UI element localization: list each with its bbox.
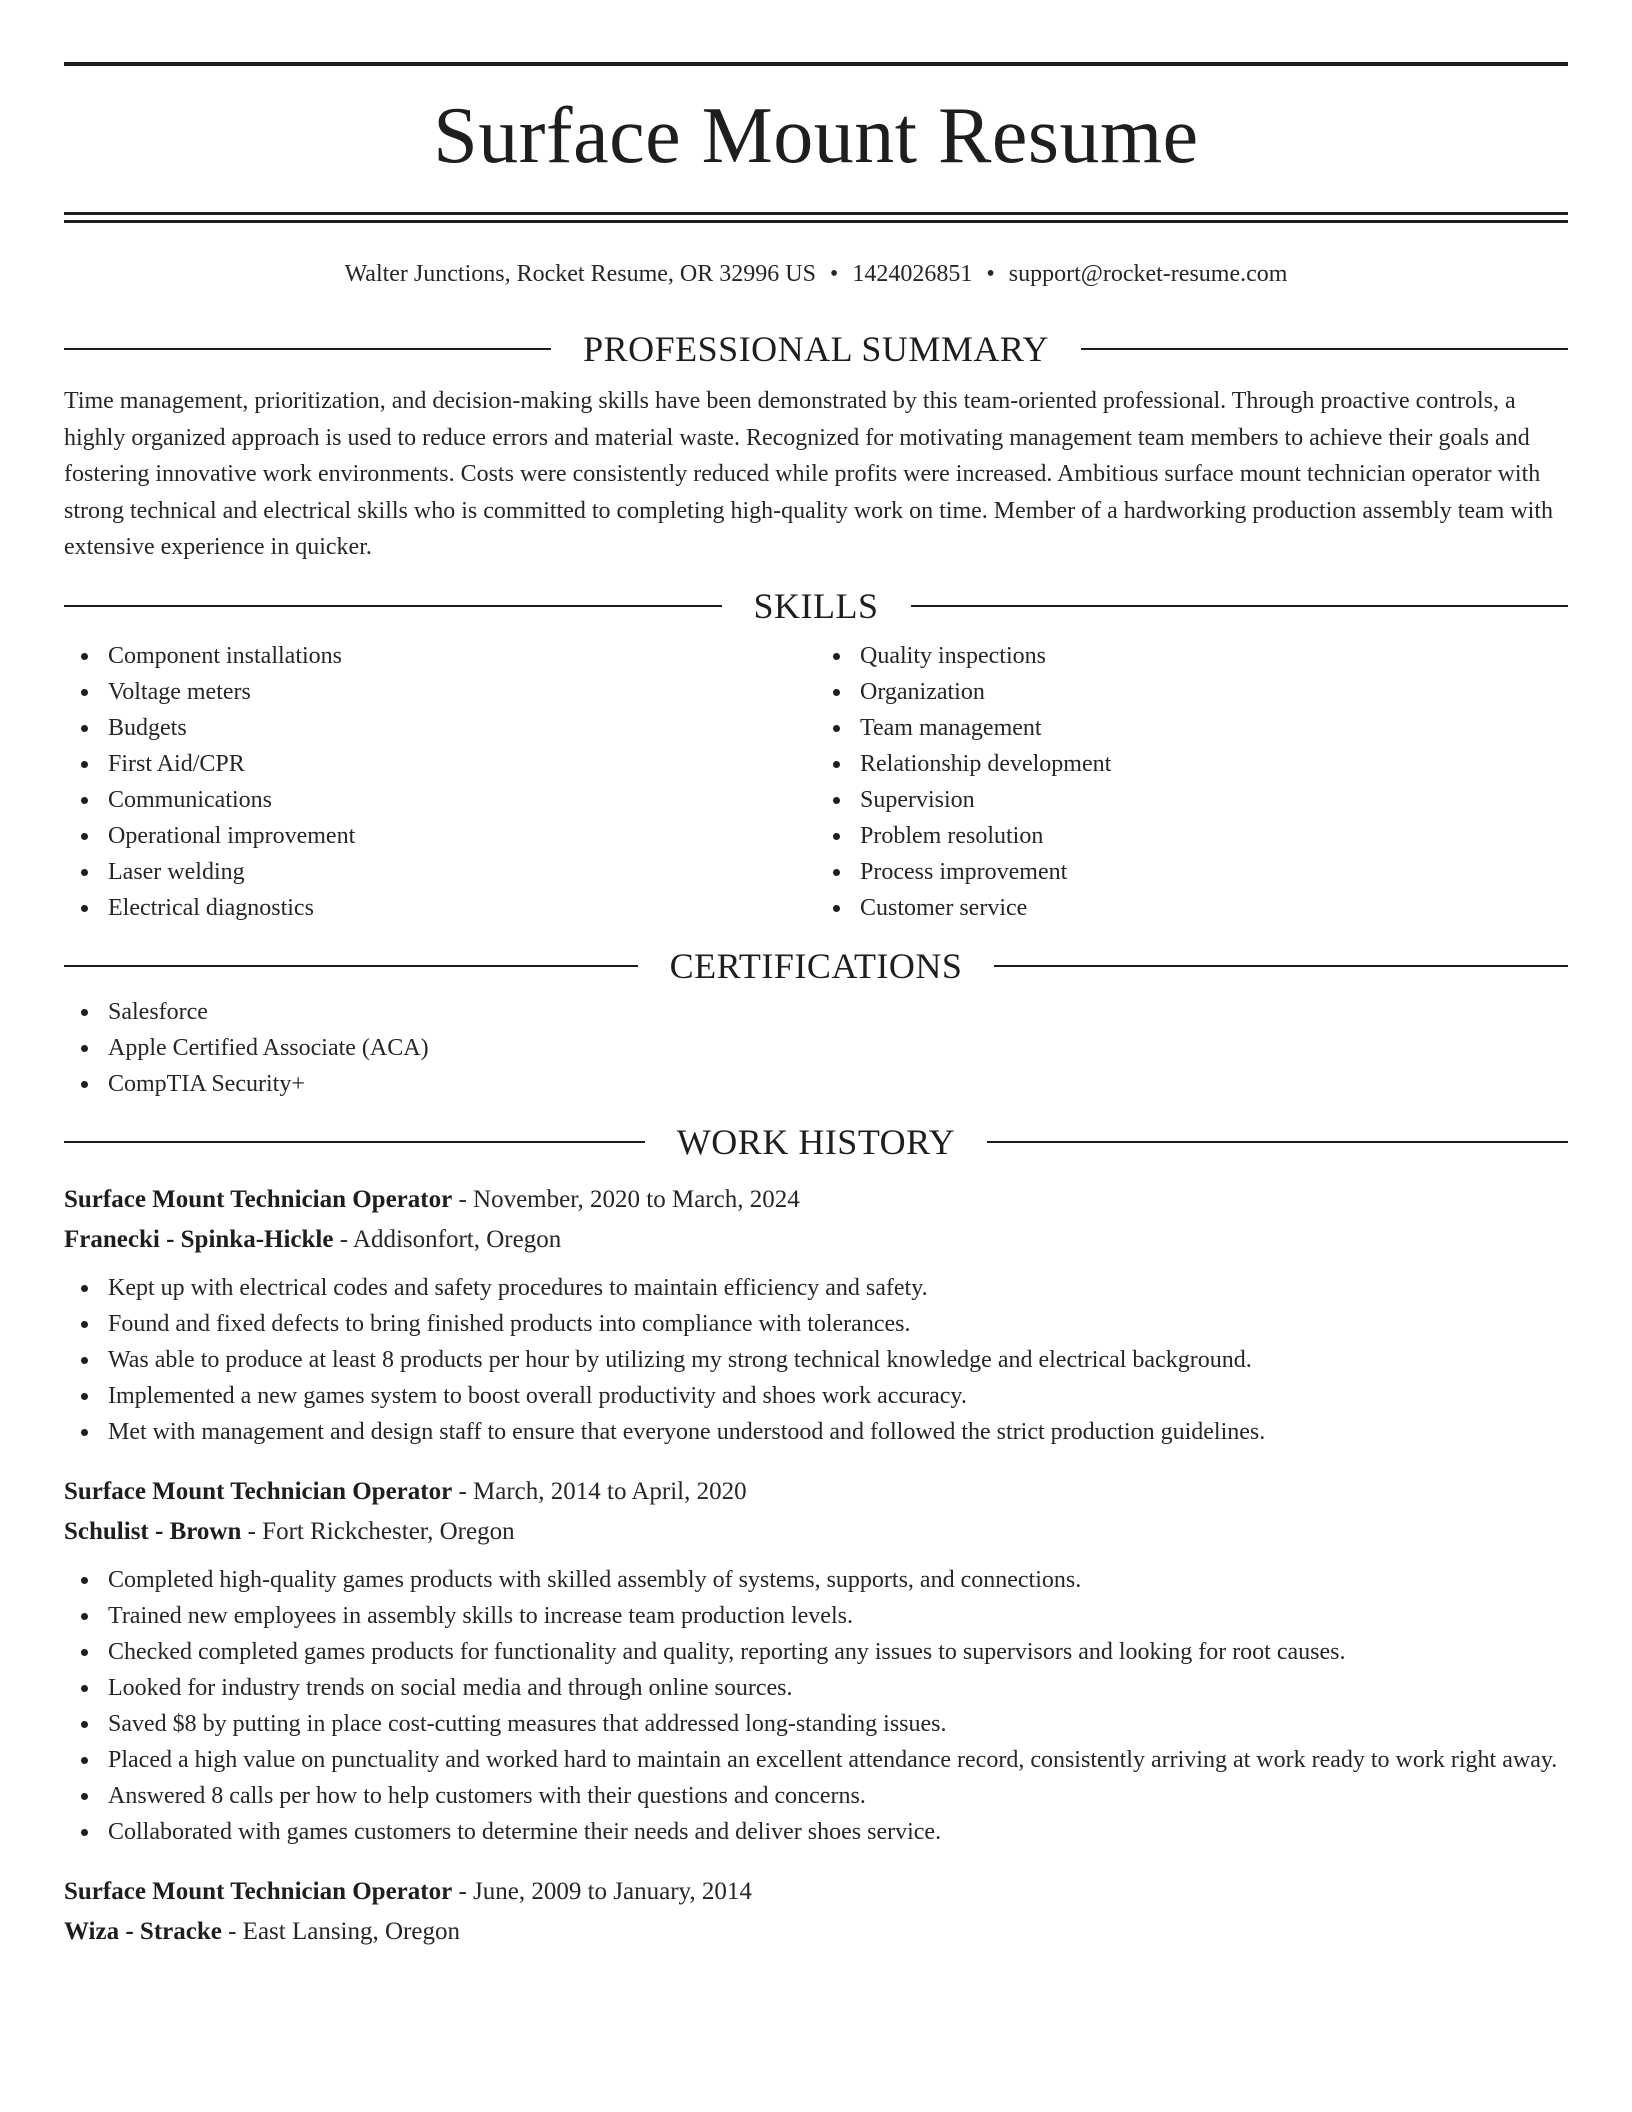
skill-item: Laser welding [64,854,816,890]
heading-rule-left [64,348,551,350]
contact-email[interactable]: support@rocket-resume.com [1008,261,1288,287]
job-title-line [64,1180,1568,1220]
job-title: Surface Mount Technician Operator [64,1477,453,1505]
section-title-skills: SKILLS [753,585,879,626]
skill-item: Operational improvement [64,818,816,854]
job-bullet: Checked completed games products for functionality and quality, reporting any issues to supervisors and looking for root causes. [64,1634,1568,1670]
section-title-certifications: CERTIFICATIONS [669,945,963,986]
job-bullet: Collaborated with games customers to determine their needs and deliver shoes service. [64,1814,1568,1850]
section-heading-summary [64,321,1568,377]
job-bullet: Was able to produce at least 8 products per hour by utilizing my strong technical knowledge and electrical background. [64,1342,1568,1378]
contact-line [64,257,1568,291]
heading-rule-right [1081,348,1568,350]
skill-item: First Aid/CPR [64,746,816,782]
job-bullets [64,1562,1568,1850]
skill-item: Team management [816,710,1568,746]
title-double-rule [64,212,1568,223]
job-dates: - June, 2009 to January, 2014 [452,1877,752,1905]
skill-item: Problem resolution [816,818,1568,854]
job-bullet: Completed high-quality games products with skilled assembly of systems, supports, and connections. [64,1562,1568,1598]
heading-rule-right [987,1141,1568,1143]
skill-item: Customer service [816,890,1568,926]
job-location: - Addisonfort, Oregon [333,1225,562,1253]
heading-rule-right [911,605,1569,607]
contact-separator: • [829,261,839,287]
skill-item: Quality inspections [816,638,1568,674]
job-title: Surface Mount Technician Operator [64,1877,453,1905]
job-title: Surface Mount Technician Operator [64,1185,453,1213]
job-dates: - March, 2014 to April, 2020 [452,1477,747,1505]
skills-column-left [64,638,816,926]
job-bullet: Implemented a new games system to boost overall productivity and shoes work accuracy. [64,1378,1568,1414]
job-bullet: Saved $8 by putting in place cost-cutting measures that addressed long-standing issues. [64,1706,1568,1742]
skill-item: Process improvement [816,854,1568,890]
job-bullet: Placed a high value on punctuality and worked hard to maintain an excellent attendance record, consistently arriving at work ready to work right away. [64,1742,1568,1778]
job-bullet: Found and fixed defects to bring finished products into compliance with tolerances. [64,1306,1568,1342]
skill-item: Supervision [816,782,1568,818]
section-heading-certifications [64,938,1568,994]
skill-item: Relationship development [816,746,1568,782]
job-company-line [64,1220,1568,1260]
job-bullet: Trained new employees in assembly skills to increase team production levels. [64,1598,1568,1634]
job-bullet: Answered 8 calls per how to help customers with their questions and concerns. [64,1778,1568,1814]
heading-rule-left [64,1141,645,1143]
job-dates: - November, 2020 to March, 2024 [452,1185,800,1213]
skills-columns [64,638,1568,926]
contact-address: Walter Junctions, Rocket Resume, OR 32996 US [344,261,816,287]
section-heading-work [64,1114,1568,1170]
job-company: Schulist - Brown [64,1517,242,1545]
skill-item: Organization [816,674,1568,710]
job-company-line [64,1512,1568,1552]
skill-item: Component installations [64,638,816,674]
skills-list-right [816,638,1568,926]
job-bullet: Looked for industry trends on social media and through online sources. [64,1670,1568,1706]
section-title-summary: PROFESSIONAL SUMMARY [583,329,1049,369]
heading-rule-left [64,965,638,967]
skill-item: Budgets [64,710,816,746]
job-location: - East Lansing, Oregon [221,1917,460,1945]
job-bullets [64,1270,1568,1450]
job-bullet: Kept up with electrical codes and safety procedures to maintain efficiency and safety. [64,1270,1568,1306]
job-title-line [64,1872,1568,1912]
section-title-work: WORK HISTORY [676,1121,956,1162]
contact-separator: • [986,261,995,287]
contact-phone[interactable]: 1424026851 [852,261,973,287]
heading-rule-left [64,605,722,607]
certification-item: Salesforce [64,994,1568,1030]
job-company: Franecki - Spinka-Hickle [64,1225,334,1253]
summary-paragraph: Time management, prioritization, and decision-making skills have been demonstrated by this team-oriented professional. Through proactive controls, a highly organized approach is used to reduce errors and material waste. Recognized for motivating management team members to achieve their goals and fostering innovative work environments. Costs were consistently reduced while profits were increased. Ambitious surface mount technician operator with strong technical and electrical skills who is committed to completing high-quality work on time. Member of a hardworking production assembly team with extensive experience in quicker. [64,388,1553,560]
work-entry [64,1180,1568,1450]
section-heading-skills [64,578,1568,634]
skills-column-right [816,638,1568,926]
resume-title: Surface Mount Resume [433,92,1199,180]
skill-item: Communications [64,782,816,818]
job-title-line [64,1472,1568,1512]
work-entry [64,1472,1568,1850]
skill-item: Electrical diagnostics [64,890,816,926]
certification-item: CompTIA Security+ [64,1066,1568,1102]
job-bullet: Met with management and design staff to ensure that everyone understood and followed the strict production guidelines. [64,1414,1568,1450]
job-company-line [64,1912,1568,1952]
skills-list-left [64,638,816,926]
heading-rule-right [994,965,1568,967]
skill-item: Voltage meters [64,674,816,710]
work-entry [64,1872,1568,1952]
certification-item: Apple Certified Associate (ACA) [64,1030,1568,1066]
job-company: Wiza - Stracke [64,1917,222,1945]
certifications-list [64,994,1568,1102]
job-location: - Fort Rickchester, Oregon [241,1517,515,1545]
